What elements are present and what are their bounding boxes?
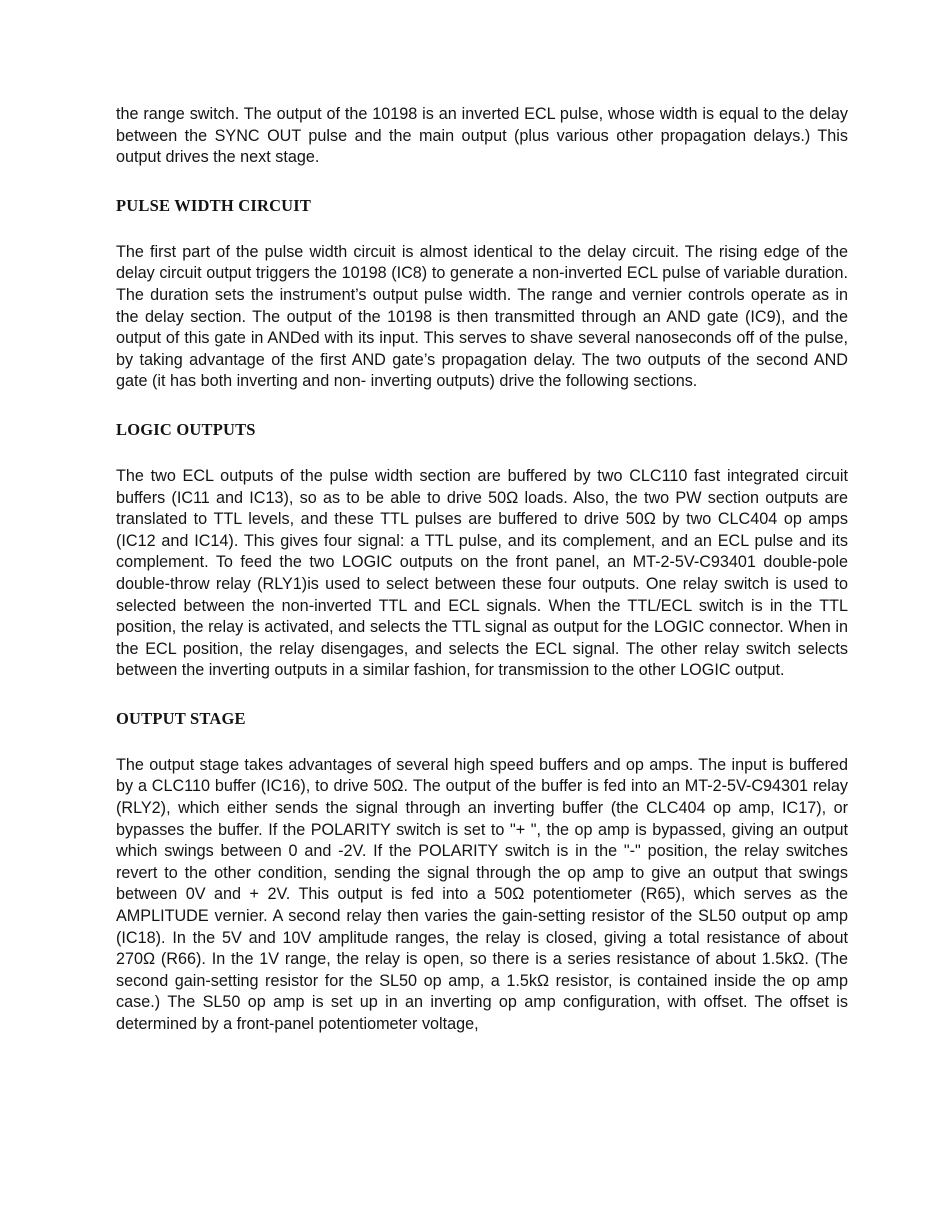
section-heading-output-stage: OUTPUT STAGE: [116, 708, 246, 728]
section-body-output-stage: The output stage takes advantages of several high speed buffers and op amps. The input is buffered by a CLC110 buffer (IC16), to drive 50Ω. The output of the buffer is fed into an MT-2-5V-C94301 relay (RLY2), which either sends the signal through an inverting buffer (the CLC404 op amp, IC17), or bypasses the buffer. If the POLARITY switch is set to "+ ", the op amp is bypassed, giving an output which swings between 0 and -2V. If the POLARITY switch is in the "-" position, the relay switches revert to the other condition, sending the signal through the op amp to give an output that swings between 0V and + 2V. This output is fed into a 50Ω potentiometer (R65), which serves as the AMPLITUDE vernier. A second relay then varies the gain-setting resistor of the SL50 output op amp (IC18). In the 5V and 10V amplitude ranges, the relay is closed, giving a total resistance of about 270Ω (R66). In the 1V range, the relay is open, so there is a series resistance of about 1.5kΩ. (The second gain-setting resistor for the SL50 op amp, a 1.5kΩ resistor, is contained inside the op amp case.) The SL50 op amp is set up in an inverting op amp configuration, with offset. The offset is determined by a front-panel potentiometer voltage,: [116, 755, 848, 1033]
section-body-logic-outputs: The two ECL outputs of the pulse width section are buffered by two CLC110 fast integrated circuit buffers (IC11 and IC13), so as to be able to drive 50Ω loads. Also, the two PW section outputs are translated to TTL levels, and these TTL pulses are buffered to drive 50Ω by two CLC404 op amps (IC12 and IC14). This gives four signal: a TTL pulse, and its complement, and an ECL pulse and its complement. To feed the two LOGIC outputs on the front panel, an MT-2-5V-C93401 double-pole double-throw relay (RLY1)is used to select between these four outputs. One relay switch is used to selected between the non-inverted TTL and ECL signals. When the TTL/ECL switch is in the TTL position, the relay is activated, and selects the TTL signal as output for the LOGIC connector. When in the ECL position, the relay disengages, and selects the ECL signal. The other relay switch selects between the inverting outputs in a similar fashion, for transmission to the other LOGIC output.: [116, 466, 848, 680]
section-body-pulse-width-circuit: The first part of the pulse width circuit is almost identical to the delay circuit. The rising edge of the delay circuit output triggers the 10198 (IC8) to generate a non-inverted ECL pulse of variable duration. The duration sets the instrument’s output pulse width. The range and vernier controls operate as in the delay section. The output of the 10198 is then transmitted through an AND gate (IC9), and the output of this gate in ANDed with its input. This serves to shave several nanoseconds off of the pulse, by taking advantage of the first AND gate’s propagation delay. The two outputs of the second AND gate (it has both inverting and non- inverting outputs) drive the following sections.: [116, 242, 848, 391]
document-page: [116, 104, 848, 1036]
section-heading-pulse-width-circuit: PULSE WIDTH CIRCUIT: [116, 195, 312, 215]
intro-paragraph: the range switch. The output of the 10198 is an inverted ECL pulse, whose width is equal to the delay between the SYNC OUT pulse and the main output (plus various other propagation delays.) This output drives the next stage.: [116, 105, 848, 167]
section-heading-logic-outputs: LOGIC OUTPUTS: [116, 419, 256, 439]
